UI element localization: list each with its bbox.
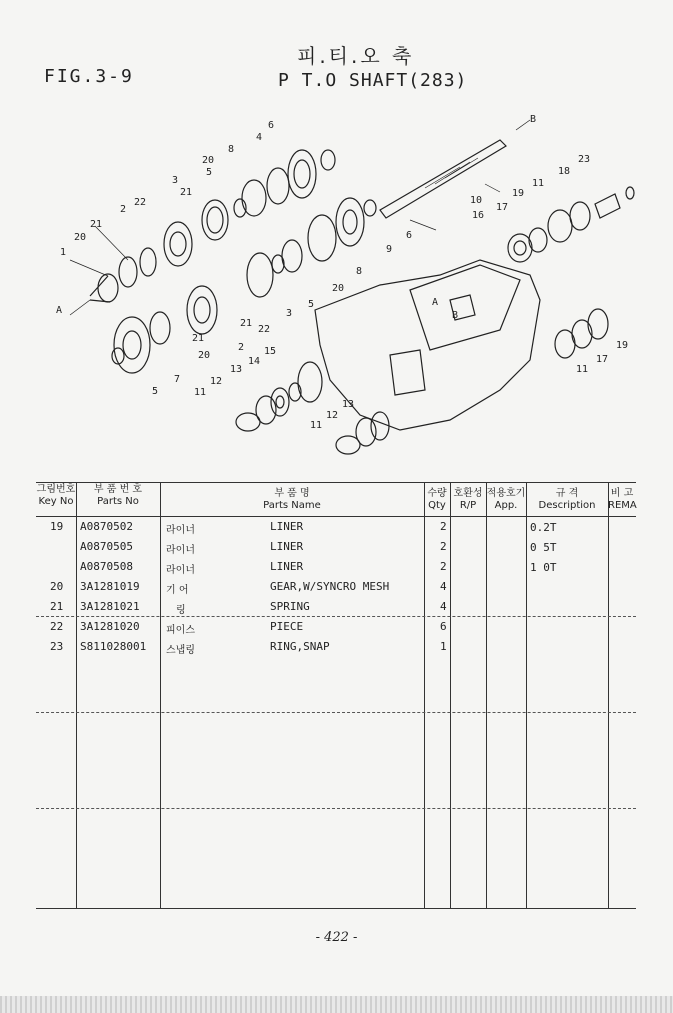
header-rp-ko: 호환성 xyxy=(453,488,483,499)
svg-text:8: 8 xyxy=(228,144,235,155)
svg-text:3: 3 xyxy=(286,308,293,319)
qty: 4 xyxy=(440,600,447,613)
key-no: 20 xyxy=(50,580,64,593)
page-number: - 422 - xyxy=(315,930,358,945)
part-name-ko: 라이너 xyxy=(166,565,195,576)
description: 0 5T xyxy=(530,541,557,554)
qty: 4 xyxy=(440,580,447,593)
header-key-en: Key No xyxy=(38,496,74,507)
scan-edge xyxy=(0,996,673,1013)
svg-text:20: 20 xyxy=(198,350,211,361)
part-name: LINER xyxy=(270,540,304,553)
part-no: S811028001 xyxy=(80,640,147,653)
part-name: PIECE xyxy=(270,620,304,633)
part-no: 3A1281020 xyxy=(80,620,140,633)
qty: 2 xyxy=(440,520,447,533)
svg-text:12: 12 xyxy=(210,376,223,387)
svg-text:20: 20 xyxy=(332,283,345,294)
svg-text:7: 7 xyxy=(174,374,181,385)
title-korean: 피.티.오 축 xyxy=(297,44,415,68)
svg-text:8: 8 xyxy=(356,266,363,277)
part-name-ko: 피이스 xyxy=(166,625,195,636)
qty: 6 xyxy=(440,620,447,633)
svg-text:4: 4 xyxy=(256,132,263,143)
svg-text:5: 5 xyxy=(206,167,213,178)
svg-text:11: 11 xyxy=(194,387,207,398)
header-app-en: App. xyxy=(494,500,518,511)
header-key-ko: 그림번호 xyxy=(36,484,76,495)
svg-text:19: 19 xyxy=(512,188,525,199)
svg-text:21: 21 xyxy=(240,318,253,329)
svg-text:20: 20 xyxy=(74,232,87,243)
header-qty-en: Qty xyxy=(428,500,446,511)
svg-text:11: 11 xyxy=(310,420,323,431)
svg-text:13: 13 xyxy=(230,364,243,375)
svg-text:A: A xyxy=(432,297,439,308)
part-name: SPRING xyxy=(270,600,310,613)
svg-text:2: 2 xyxy=(238,342,245,353)
part-name-ko: 기 어 xyxy=(166,585,189,596)
header-rp-en: R/P xyxy=(459,500,477,511)
svg-text:11: 11 xyxy=(576,364,589,375)
svg-text:1: 1 xyxy=(60,247,67,258)
part-name-ko: 라이너 xyxy=(166,525,195,536)
svg-text:23: 23 xyxy=(578,154,591,165)
svg-text:14: 14 xyxy=(248,356,261,367)
svg-text:10: 10 xyxy=(470,195,483,206)
qty: 2 xyxy=(440,560,447,573)
header-desc-en: Description xyxy=(538,500,596,511)
svg-text:11: 11 xyxy=(532,178,545,189)
svg-text:17: 17 xyxy=(496,202,509,213)
svg-text:17: 17 xyxy=(596,354,609,365)
header-qty-ko: 수량 xyxy=(427,488,447,499)
svg-text:18: 18 xyxy=(558,166,571,177)
part-name: LINER xyxy=(270,520,304,533)
svg-text:3: 3 xyxy=(172,175,179,186)
figure-label: FIG.3-9 xyxy=(44,66,134,87)
svg-text:22: 22 xyxy=(134,197,147,208)
title-english: P T.O SHAFT(283) xyxy=(278,70,468,91)
part-name: GEAR,W/SYNCRO MESH xyxy=(270,580,390,593)
qty: 2 xyxy=(440,540,447,553)
part-name-ko: 스냅링 xyxy=(166,645,195,656)
part-no: A0870502 xyxy=(80,520,133,533)
svg-text:21: 21 xyxy=(192,333,205,344)
svg-text:5: 5 xyxy=(152,386,159,397)
svg-text:16: 16 xyxy=(472,210,485,221)
header-rem-en: REMA xyxy=(608,500,637,511)
description: 1 0T xyxy=(530,561,557,574)
svg-text:21: 21 xyxy=(90,219,103,230)
header-rem-ko: 비 고 xyxy=(610,488,634,499)
key-no: 23 xyxy=(50,640,64,653)
svg-text:B: B xyxy=(530,114,537,125)
header-app-ko: 적용호기 xyxy=(486,488,526,499)
svg-text:6: 6 xyxy=(406,230,413,241)
part-no: A0870508 xyxy=(80,560,133,573)
header-name-ko: 부 품 명 xyxy=(274,488,310,499)
part-name: LINER xyxy=(270,560,304,573)
row-divider xyxy=(36,616,636,617)
svg-text:15: 15 xyxy=(264,346,277,357)
svg-text:5: 5 xyxy=(308,299,315,310)
svg-text:9: 9 xyxy=(386,244,393,255)
svg-text:6: 6 xyxy=(268,120,275,131)
svg-text:B: B xyxy=(452,310,459,321)
part-no: 3A1281021 xyxy=(80,600,140,613)
part-name-ko: 링 xyxy=(176,605,186,616)
header-name-en: Parts Name xyxy=(263,500,321,511)
key-no: 22 xyxy=(50,620,64,633)
description: 0.2T xyxy=(530,521,557,534)
part-name-ko: 라이너 xyxy=(166,545,195,556)
qty: 1 xyxy=(440,640,447,653)
svg-text:21: 21 xyxy=(180,187,193,198)
svg-text:2: 2 xyxy=(120,204,127,215)
svg-text:13: 13 xyxy=(342,399,355,410)
part-no: A0870505 xyxy=(80,540,133,553)
svg-text:20: 20 xyxy=(202,155,215,166)
row-divider xyxy=(36,712,636,713)
svg-text:12: 12 xyxy=(326,410,339,421)
svg-text:19: 19 xyxy=(616,340,629,351)
svg-text:A: A xyxy=(56,305,63,316)
part-name: RING,SNAP xyxy=(270,640,330,653)
header-desc-ko: 규 격 xyxy=(555,488,579,499)
row-divider xyxy=(36,808,636,809)
svg-text:22: 22 xyxy=(258,324,271,335)
header-part-ko: 부 품 번 호 xyxy=(93,484,143,495)
header-part-en: Parts No xyxy=(97,496,139,507)
key-no: 19 xyxy=(50,520,64,533)
part-no: 3A1281019 xyxy=(80,580,140,593)
exploded-parts-diagram xyxy=(30,100,650,470)
key-no: 21 xyxy=(50,600,64,613)
